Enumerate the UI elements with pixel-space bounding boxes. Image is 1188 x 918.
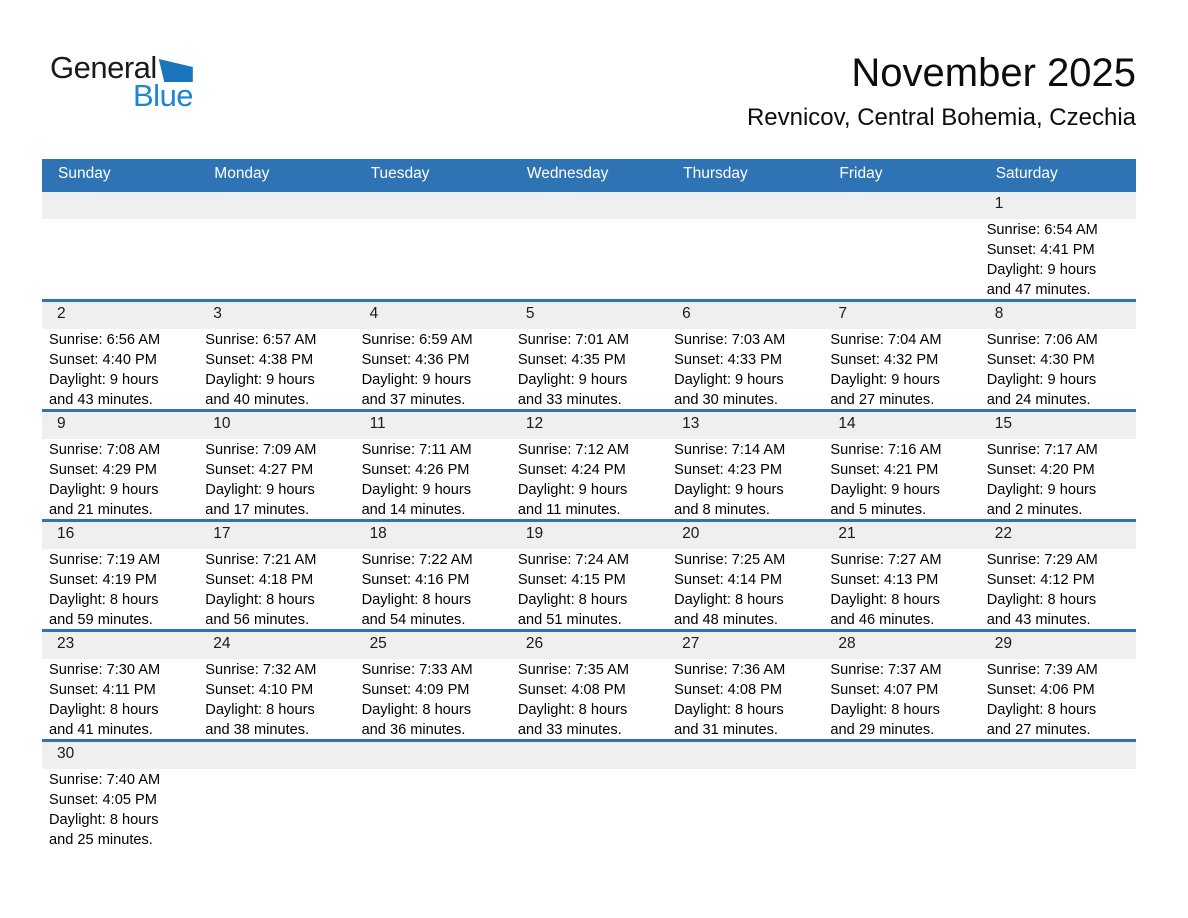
day-number-band <box>980 742 1136 769</box>
day-number: 11 <box>369 415 386 433</box>
week-row <box>42 629 1136 739</box>
day-number-band <box>980 412 1136 439</box>
daylight-text-line1: Daylight: 8 hours <box>361 701 472 718</box>
day-number-band <box>42 412 198 439</box>
daylight-text-line2: and 48 minutes. <box>674 611 778 628</box>
day-number: 12 <box>525 415 544 433</box>
sunrise-text: Sunrise: 7:25 AM <box>674 552 786 569</box>
daylight-text-line2: and 51 minutes. <box>517 611 622 628</box>
day-number-band <box>42 302 198 329</box>
day-cell-13 <box>667 412 823 519</box>
day-number-band <box>667 192 823 219</box>
day-details <box>980 329 1136 409</box>
weekday-header-row <box>42 159 1136 189</box>
day-details <box>667 439 823 519</box>
sunrise-text: Sunrise: 7:21 AM <box>205 552 317 569</box>
day-cell-16 <box>42 522 198 629</box>
daylight-text-line1: Daylight: 8 hours <box>986 701 1097 718</box>
daylight-text-line1: Daylight: 8 hours <box>674 591 784 608</box>
day-cell-9 <box>42 412 198 519</box>
daylight-text-line1: Daylight: 9 hours <box>830 481 940 498</box>
daylight-text-line1: Daylight: 9 hours <box>830 371 940 388</box>
sunset-text: Sunset: 4:29 PM <box>49 461 157 478</box>
day-cell-4 <box>355 302 511 409</box>
daylight-text-line2: and 30 minutes. <box>674 391 778 408</box>
daylight-text-line2: and 59 minutes. <box>49 611 153 628</box>
day-number: 13 <box>682 415 700 433</box>
day-number: 2 <box>57 305 66 323</box>
day-details <box>355 439 511 519</box>
day-number-band <box>198 632 354 659</box>
sunset-text: Sunset: 4:20 PM <box>986 461 1095 478</box>
daylight-text-line1: Daylight: 8 hours <box>49 701 159 718</box>
empty-cell <box>355 742 511 849</box>
day-number-band <box>667 412 823 439</box>
daylight-text-line2: and 5 minutes. <box>830 501 927 518</box>
day-cell-1 <box>980 192 1136 299</box>
sunrise-text: Sunrise: 7:32 AM <box>205 662 317 679</box>
day-number-band <box>511 192 667 219</box>
daylight-text-line1: Daylight: 9 hours <box>49 481 159 498</box>
sunset-text: Sunset: 4:08 PM <box>517 681 626 698</box>
sunset-text: Sunset: 4:07 PM <box>830 681 939 698</box>
day-details <box>511 549 667 629</box>
day-details <box>355 549 511 629</box>
sunrise-text: Sunrise: 7:24 AM <box>517 552 629 569</box>
day-details <box>511 769 667 771</box>
day-details <box>980 769 1136 771</box>
week-row <box>42 409 1136 519</box>
daylight-text-line1: Daylight: 8 hours <box>49 811 159 828</box>
sunset-text: Sunset: 4:24 PM <box>517 461 626 478</box>
week-row <box>42 299 1136 409</box>
sunrise-text: Sunrise: 7:33 AM <box>361 662 473 679</box>
daylight-text-line2: and 56 minutes. <box>205 611 310 628</box>
day-details <box>42 439 198 519</box>
day-number: 5 <box>525 305 535 323</box>
day-number: 21 <box>838 525 856 543</box>
daylight-text-line2: and 24 minutes. <box>986 391 1091 408</box>
day-details <box>823 659 979 739</box>
daylight-text-line2: and 21 minutes. <box>49 501 153 518</box>
daylight-text-line2: and 29 minutes. <box>830 721 935 738</box>
day-number-band <box>980 192 1136 219</box>
day-number-band <box>823 302 979 329</box>
day-number-band <box>198 302 354 329</box>
day-number-band <box>511 632 667 659</box>
sunset-text: Sunset: 4:23 PM <box>674 461 783 478</box>
empty-cell <box>823 192 979 299</box>
sunrise-text: Sunrise: 7:40 AM <box>49 772 161 789</box>
day-number-band <box>42 742 198 769</box>
sunset-text: Sunset: 4:13 PM <box>830 571 939 588</box>
day-cell-25 <box>355 632 511 739</box>
week-row <box>42 189 1136 299</box>
weekday-header-sunday: Sunday <box>58 165 111 183</box>
empty-cell <box>511 192 667 299</box>
day-details <box>667 549 823 629</box>
day-number-band <box>511 522 667 549</box>
day-number: 3 <box>213 305 222 323</box>
sunrise-text: Sunrise: 7:29 AM <box>986 552 1098 569</box>
sunset-text: Sunset: 4:05 PM <box>49 791 157 808</box>
title-block <box>747 52 1136 132</box>
day-number: 29 <box>994 635 1012 653</box>
daylight-text-line1: Daylight: 8 hours <box>830 591 940 608</box>
day-number-band <box>823 412 979 439</box>
day-number-band <box>42 522 198 549</box>
sunrise-text: Sunrise: 7:19 AM <box>49 552 161 569</box>
daylight-text-line2: and 27 minutes. <box>830 391 935 408</box>
day-details <box>42 219 198 221</box>
daylight-text-line1: Daylight: 9 hours <box>674 481 784 498</box>
sunrise-text: Sunrise: 7:36 AM <box>674 662 786 679</box>
day-number: 17 <box>213 525 231 543</box>
day-number: 25 <box>369 635 387 653</box>
day-number-band <box>355 412 511 439</box>
sunset-text: Sunset: 4:26 PM <box>361 461 470 478</box>
weekday-header-wednesday: Wednesday <box>526 165 609 183</box>
day-cell-19 <box>511 522 667 629</box>
day-number: 22 <box>994 525 1012 543</box>
daylight-text-line1: Daylight: 9 hours <box>986 261 1097 278</box>
daylight-text-line2: and 38 minutes. <box>205 721 310 738</box>
daylight-text-line2: and 40 minutes. <box>205 391 310 408</box>
day-number-band <box>823 742 979 769</box>
sunset-text: Sunset: 4:21 PM <box>830 461 939 478</box>
daylight-text-line2: and 2 minutes. <box>986 501 1083 518</box>
sunrise-text: Sunrise: 7:08 AM <box>49 442 161 459</box>
daylight-text-line1: Daylight: 9 hours <box>517 481 628 498</box>
daylight-text-line1: Daylight: 9 hours <box>205 371 315 388</box>
empty-cell <box>980 742 1136 849</box>
day-number: 20 <box>682 525 700 543</box>
daylight-text-line2: and 41 minutes. <box>49 721 153 738</box>
day-cell-22 <box>980 522 1136 629</box>
sunrise-text: Sunrise: 7:30 AM <box>49 662 161 679</box>
day-details <box>823 439 979 519</box>
empty-cell <box>511 742 667 849</box>
day-number-band <box>980 302 1136 329</box>
sunset-text: Sunset: 4:36 PM <box>361 351 470 368</box>
calendar-table <box>42 159 1136 849</box>
day-number-band <box>198 522 354 549</box>
day-number: 19 <box>525 525 544 543</box>
empty-cell <box>667 192 823 299</box>
day-details <box>355 769 511 771</box>
day-cell-26 <box>511 632 667 739</box>
daylight-text-line2: and 31 minutes. <box>674 721 778 738</box>
weekday-header-thursday: Thursday <box>683 165 748 183</box>
day-details <box>355 659 511 739</box>
daylight-text-line1: Daylight: 8 hours <box>517 591 628 608</box>
day-number: 1 <box>994 195 1004 213</box>
day-cell-27 <box>667 632 823 739</box>
sunset-text: Sunset: 4:33 PM <box>674 351 783 368</box>
day-details <box>667 659 823 739</box>
day-number: 15 <box>994 415 1012 433</box>
day-number: 4 <box>369 305 379 323</box>
day-details <box>511 439 667 519</box>
day-number-band <box>667 302 823 329</box>
day-number-band <box>823 632 979 659</box>
sunrise-text: Sunrise: 7:11 AM <box>361 442 472 459</box>
sunrise-text: Sunrise: 6:54 AM <box>986 222 1098 239</box>
logo-text-general: General <box>50 50 157 85</box>
day-number-band <box>355 632 511 659</box>
sunrise-text: Sunrise: 7:37 AM <box>830 662 942 679</box>
daylight-text-line2: and 46 minutes. <box>830 611 935 628</box>
day-cell-17 <box>198 522 354 629</box>
day-details <box>198 659 354 739</box>
empty-cell <box>198 742 354 849</box>
sunset-text: Sunset: 4:35 PM <box>517 351 626 368</box>
daylight-text-line1: Daylight: 8 hours <box>205 591 315 608</box>
day-details <box>42 549 198 629</box>
day-number-band <box>355 522 511 549</box>
day-number-band <box>198 742 354 769</box>
weekday-header-tuesday: Tuesday <box>370 165 430 183</box>
sunset-text: Sunset: 4:32 PM <box>830 351 939 368</box>
day-number-band <box>42 632 198 659</box>
sunset-text: Sunset: 4:30 PM <box>986 351 1095 368</box>
sunrise-text: Sunrise: 7:06 AM <box>986 332 1098 349</box>
day-number: 14 <box>838 415 856 433</box>
day-details <box>198 769 354 771</box>
day-cell-30 <box>42 742 198 849</box>
weekday-header-monday: Monday <box>214 165 270 183</box>
empty-cell <box>823 742 979 849</box>
day-details <box>980 219 1136 299</box>
weekday-header-saturday: Saturday <box>995 165 1058 183</box>
sunrise-text: Sunrise: 7:17 AM <box>986 442 1098 459</box>
daylight-text-line1: Daylight: 9 hours <box>205 481 315 498</box>
page-subtitle: Revnicov, Central Bohemia, Czechia <box>746 104 1136 132</box>
daylight-text-line1: Daylight: 9 hours <box>986 481 1097 498</box>
day-cell-5 <box>511 302 667 409</box>
daylight-text-line1: Daylight: 9 hours <box>674 371 784 388</box>
day-details <box>511 219 667 221</box>
sunset-text: Sunset: 4:11 PM <box>49 681 156 698</box>
daylight-text-line1: Daylight: 8 hours <box>986 591 1097 608</box>
day-number-band <box>511 302 667 329</box>
sunrise-text: Sunrise: 7:14 AM <box>674 442 786 459</box>
daylight-text-line2: and 43 minutes. <box>986 611 1091 628</box>
day-details <box>667 769 823 771</box>
sunrise-text: Sunrise: 7:35 AM <box>517 662 629 679</box>
day-number-band <box>980 522 1136 549</box>
day-number-band <box>511 742 667 769</box>
day-cell-7 <box>823 302 979 409</box>
daylight-text-line2: and 8 minutes. <box>674 501 770 518</box>
day-details <box>667 219 823 221</box>
day-details <box>355 219 511 221</box>
sunset-text: Sunset: 4:10 PM <box>205 681 314 698</box>
daylight-text-line1: Daylight: 8 hours <box>830 701 940 718</box>
sunrise-text: Sunrise: 7:01 AM <box>517 332 629 349</box>
sunset-text: Sunset: 4:14 PM <box>674 571 783 588</box>
day-number: 24 <box>213 635 231 653</box>
weeks-container <box>42 189 1136 849</box>
day-number-band <box>42 192 198 219</box>
day-number: 18 <box>369 525 387 543</box>
daylight-text-line1: Daylight: 9 hours <box>986 371 1097 388</box>
sunset-text: Sunset: 4:18 PM <box>205 571 314 588</box>
sunrise-text: Sunrise: 6:57 AM <box>205 332 317 349</box>
day-cell-24 <box>198 632 354 739</box>
day-cell-11 <box>355 412 511 519</box>
week-row <box>42 739 1136 849</box>
sunrise-text: Sunrise: 7:04 AM <box>830 332 942 349</box>
general-blue-logo <box>50 52 250 128</box>
day-cell-8 <box>980 302 1136 409</box>
sunrise-text: Sunrise: 7:03 AM <box>674 332 786 349</box>
sunset-text: Sunset: 4:12 PM <box>986 571 1095 588</box>
day-cell-12 <box>511 412 667 519</box>
daylight-text-line2: and 33 minutes. <box>517 391 622 408</box>
day-details <box>823 329 979 409</box>
sunset-text: Sunset: 4:40 PM <box>49 351 157 368</box>
daylight-text-line2: and 43 minutes. <box>49 391 153 408</box>
day-details <box>198 549 354 629</box>
day-number: 23 <box>57 635 75 653</box>
sunrise-text: Sunrise: 7:27 AM <box>830 552 942 569</box>
day-number: 16 <box>57 525 75 543</box>
sunrise-text: Sunrise: 7:22 AM <box>361 552 473 569</box>
page-title: November 2025 <box>851 51 1136 95</box>
daylight-text-line1: Daylight: 9 hours <box>49 371 159 388</box>
day-cell-20 <box>667 522 823 629</box>
day-details <box>980 549 1136 629</box>
sunset-text: Sunset: 4:41 PM <box>986 241 1095 258</box>
day-number: 6 <box>682 305 691 323</box>
daylight-text-line2: and 36 minutes. <box>361 721 466 738</box>
day-number-band <box>823 192 979 219</box>
day-details <box>198 329 354 409</box>
sunrise-text: Sunrise: 7:09 AM <box>205 442 317 459</box>
day-number-band <box>355 302 511 329</box>
day-number-band <box>355 192 511 219</box>
daylight-text-line2: and 37 minutes. <box>361 391 466 408</box>
day-number-band <box>355 742 511 769</box>
day-details <box>198 439 354 519</box>
day-number-band <box>667 632 823 659</box>
empty-cell <box>198 192 354 299</box>
daylight-text-line2: and 33 minutes. <box>517 721 622 738</box>
sunset-text: Sunset: 4:38 PM <box>205 351 314 368</box>
day-details <box>198 219 354 221</box>
weekday-header-friday: Friday <box>839 165 883 183</box>
sunset-text: Sunset: 4:06 PM <box>986 681 1095 698</box>
daylight-text-line1: Daylight: 9 hours <box>517 371 628 388</box>
sunset-text: Sunset: 4:27 PM <box>205 461 314 478</box>
day-details <box>42 329 198 409</box>
day-details <box>511 659 667 739</box>
daylight-text-line2: and 47 minutes. <box>986 281 1091 298</box>
day-cell-28 <box>823 632 979 739</box>
day-number-band <box>198 192 354 219</box>
daylight-text-line1: Daylight: 8 hours <box>674 701 784 718</box>
day-details <box>823 219 979 221</box>
day-details <box>667 329 823 409</box>
day-number-band <box>511 412 667 439</box>
day-details <box>355 329 511 409</box>
day-details <box>823 549 979 629</box>
logo-text-blue: Blue <box>133 78 194 113</box>
sunset-text: Sunset: 4:19 PM <box>49 571 157 588</box>
day-details <box>42 659 198 739</box>
daylight-text-line2: and 54 minutes. <box>361 611 466 628</box>
daylight-text-line1: Daylight: 8 hours <box>205 701 315 718</box>
day-details <box>823 769 979 771</box>
sunrise-text: Sunrise: 7:12 AM <box>517 442 629 459</box>
day-number: 27 <box>682 635 700 653</box>
daylight-text-line1: Daylight: 9 hours <box>361 481 472 498</box>
sunrise-text: Sunrise: 7:16 AM <box>830 442 942 459</box>
daylight-text-line1: Daylight: 9 hours <box>361 371 472 388</box>
day-cell-18 <box>355 522 511 629</box>
day-details <box>42 769 198 849</box>
day-number: 28 <box>838 635 856 653</box>
daylight-text-line2: and 17 minutes. <box>205 501 310 518</box>
day-number: 30 <box>57 745 75 763</box>
day-details <box>980 439 1136 519</box>
day-cell-21 <box>823 522 979 629</box>
sunset-text: Sunset: 4:15 PM <box>517 571 626 588</box>
day-number-band <box>823 522 979 549</box>
day-number: 8 <box>994 305 1004 323</box>
day-number: 7 <box>838 305 848 323</box>
day-cell-23 <box>42 632 198 739</box>
day-cell-29 <box>980 632 1136 739</box>
daylight-text-line2: and 27 minutes. <box>986 721 1091 738</box>
daylight-text-line1: Daylight: 8 hours <box>361 591 472 608</box>
day-details <box>511 329 667 409</box>
day-number-band <box>980 632 1136 659</box>
day-number: 9 <box>57 415 66 433</box>
day-cell-6 <box>667 302 823 409</box>
daylight-text-line1: Daylight: 8 hours <box>49 591 159 608</box>
day-number: 10 <box>213 415 231 433</box>
empty-cell <box>42 192 198 299</box>
day-cell-14 <box>823 412 979 519</box>
sunrise-text: Sunrise: 7:39 AM <box>986 662 1098 679</box>
week-row <box>42 519 1136 629</box>
day-cell-3 <box>198 302 354 409</box>
daylight-text-line2: and 25 minutes. <box>49 831 153 848</box>
daylight-text-line2: and 14 minutes. <box>361 501 466 518</box>
day-cell-10 <box>198 412 354 519</box>
sunrise-text: Sunrise: 6:56 AM <box>49 332 161 349</box>
daylight-text-line2: and 11 minutes. <box>517 501 621 518</box>
day-number-band <box>667 742 823 769</box>
day-number: 26 <box>525 635 544 653</box>
sunset-text: Sunset: 4:16 PM <box>361 571 470 588</box>
empty-cell <box>355 192 511 299</box>
day-cell-15 <box>980 412 1136 519</box>
day-number-band <box>667 522 823 549</box>
sunrise-text: Sunrise: 6:59 AM <box>361 332 473 349</box>
sunset-text: Sunset: 4:08 PM <box>674 681 783 698</box>
day-details <box>980 659 1136 739</box>
page-header <box>0 0 1188 132</box>
empty-cell <box>667 742 823 849</box>
day-number-band <box>198 412 354 439</box>
sunset-text: Sunset: 4:09 PM <box>361 681 470 698</box>
daylight-text-line1: Daylight: 8 hours <box>517 701 628 718</box>
day-cell-2 <box>42 302 198 409</box>
